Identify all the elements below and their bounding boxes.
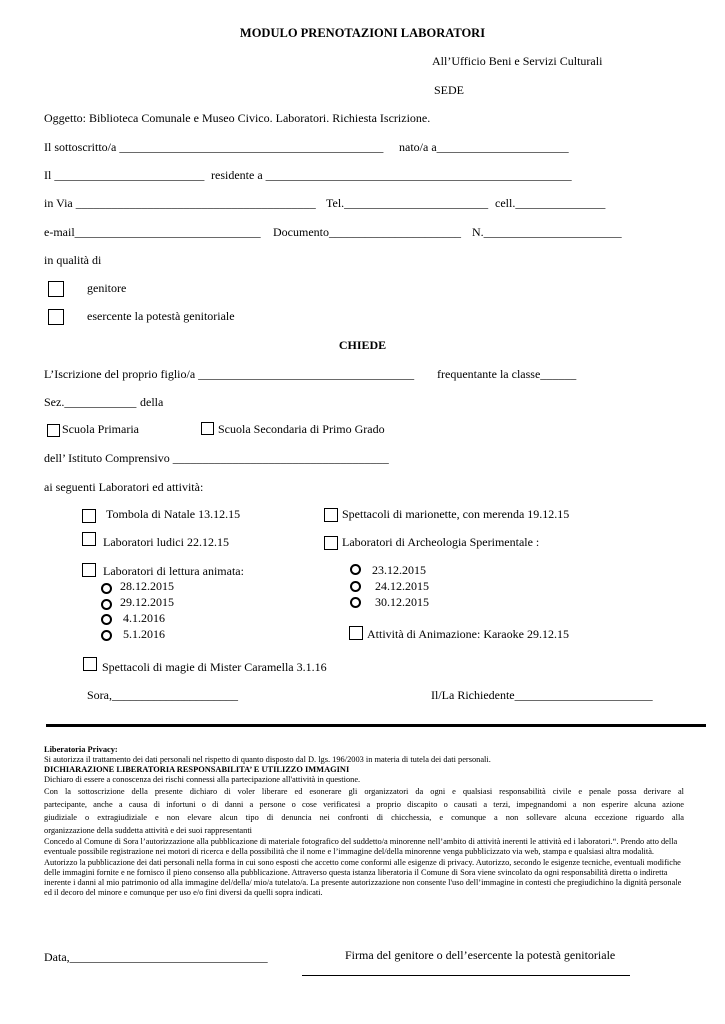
ludici-checkbox[interactable] xyxy=(82,532,96,546)
birthplace-field[interactable]: nato/a a______________________ xyxy=(399,140,569,154)
place-field[interactable]: Sora,_____________________ xyxy=(87,688,238,702)
image-authorization: Concedo al Comune di Sora l’autorizzazione alla pubblicazione di materiale fotografico del suddetto/a minorenne nell’ambito di attività inerenti le attività ed i laboratori.“. Prendo atto della eventuale possibile registrazione nei motori di ricerca e della possibilità che il nome e l’immagine del/della minorenne venga pubblicizzato via web, stampa e qualsiasi altra modalità. Autorizzo la pubblicazione dei dati personali nella forma in cui sono esposti che accetto come conformi alle esigenze di privacy. Autorizzo, secondo le esigenze tecniche, eventuali modifiche delle immagini fornite e ne fornisco il pieno consenso alla pubblicazione. Attraverso questa istanza liberatoria il Comune di Sora viene svincolato da ogni responsabilità diretta o indiretta inerente i danni al mio patrimonio od alla immagine del/della/ mio/a tutelato/a. La presente autorizzazione non consente l'uso dell’immagine in contesti che pregiudichino la dignità personale ed il decoro del minore e comunque per uso e/o fini diversi da quelli sopra indicati. xyxy=(44,837,682,897)
lettura-checkbox[interactable] xyxy=(82,563,96,577)
secondary-school-label: Scuola Secondaria di Primo Grado xyxy=(218,422,385,436)
archeologia-checkbox[interactable] xyxy=(324,536,338,550)
genitore-checkbox[interactable] xyxy=(48,281,64,297)
primary-school-label: Scuola Primaria xyxy=(62,422,139,436)
liability-line: partecipante, anche a causa di infortuni o di danni a persone o cose verificatesi a proprio discapito o causati a terzi, impegnandomi a non esperire alcuna azione xyxy=(44,800,684,810)
declaration-heading: DICHIARAZIONE LIBERATORIA RESPONSABILITA’ E UTILIZZO IMMAGINI xyxy=(44,765,350,775)
section-divider xyxy=(46,724,706,727)
phone-field[interactable]: Tel.________________________ xyxy=(326,196,489,210)
request-heading: CHIEDE xyxy=(338,338,387,352)
potesta-label: esercente la potestà genitoriale xyxy=(87,309,235,323)
genitore-label: genitore xyxy=(87,281,127,295)
karaoke-label: Attività di Animazione: Karaoke 29.12.15 xyxy=(367,627,569,641)
activities-intro: ai seguenti Laboratori ed attività: xyxy=(44,480,204,494)
marionette-checkbox[interactable] xyxy=(324,508,338,522)
karaoke-checkbox[interactable] xyxy=(349,626,363,640)
class-field[interactable]: frequentante la classe______ xyxy=(437,367,577,381)
form-title: MODULO PRENOTAZIONI LABORATORI xyxy=(239,26,486,40)
tombola-label: Tombola di Natale 13.12.15 xyxy=(106,507,241,521)
privacy-block xyxy=(44,745,684,898)
residence-field[interactable]: residente a ___________________________________________________ xyxy=(211,168,572,182)
quality-label: in qualità di xyxy=(44,253,102,267)
liability-line: Con la sottoscrizione della presente dichiaro di voler liberare ed esonerare gli organizzatori da ogni e qualsiasi responsabilità civile e penale possa derivare al xyxy=(44,787,684,797)
magie-checkbox[interactable] xyxy=(83,657,97,671)
section-field[interactable]: Sez.____________ xyxy=(44,395,137,409)
parent-signature-line[interactable] xyxy=(302,975,630,976)
lettura-date-radio[interactable] xyxy=(101,583,112,594)
mobile-field[interactable]: cell._______________ xyxy=(495,196,606,210)
liability-line: giudiziale o extragiudiziale e non elevare alcun tipo di denuncia nei confronti di chicchessia, e comunque a non sollevare alcuna eccezione riguardo alla xyxy=(44,813,684,823)
lettura-label: Laboratori di lettura animata: xyxy=(103,564,244,578)
date-field[interactable]: Data,_________________________________ xyxy=(44,950,268,964)
risk-awareness: Dichiaro di essere a conoscenza dei rischi connessi alla partecipazione all'attività in questione. xyxy=(44,775,361,785)
applicant-signature-field[interactable]: Il/La Richiedente_______________________ xyxy=(431,688,653,702)
magie-label: Spettacoli di magie di Mister Caramella 3.1.16 xyxy=(102,660,327,674)
potesta-checkbox[interactable] xyxy=(48,309,64,325)
liability-line: organizzazione della suddetta attività e dei suoi rappresentanti xyxy=(44,826,252,836)
lettura-date-label: 28.12.2015 xyxy=(120,579,174,593)
recipient-location: SEDE xyxy=(434,83,464,97)
document-number-field[interactable]: N._______________________ xyxy=(472,225,622,239)
lettura-date-radio[interactable] xyxy=(101,630,112,641)
section-of-label: della xyxy=(140,395,164,409)
street-field[interactable]: in Via ________________________________________ xyxy=(44,196,316,210)
privacy-heading: Liberatoria Privacy: xyxy=(44,745,118,754)
recipient-office: All’Ufficio Beni e Servizi Culturali xyxy=(432,54,603,68)
email-field[interactable]: e-mail_______________________________ xyxy=(44,225,261,239)
secondary-school-checkbox[interactable] xyxy=(201,422,214,435)
subject-line: Oggetto: Biblioteca Comunale e Museo Civico. Laboratori. Richiesta Iscrizione. xyxy=(44,111,431,125)
lettura-date-label: 29.12.2015 xyxy=(120,595,174,609)
tombola-checkbox[interactable] xyxy=(82,509,96,523)
archeologia-date-radio[interactable] xyxy=(350,597,361,608)
lettura-date-label: 5.1.2016 xyxy=(123,627,165,641)
ludici-label: Laboratori ludici 22.12.15 xyxy=(103,535,229,549)
privacy-consent: Si autorizza il trattamento dei dati personali nel rispetto di quanto disposto dal D. lgs. 196/2003 in materia di tutela dei dati personali. xyxy=(44,755,491,765)
archeologia-date-label: 24.12.2015 xyxy=(375,579,429,593)
child-name-field[interactable]: L’Iscrizione del proprio figlio/a ____________________________________ xyxy=(44,367,415,381)
document-field[interactable]: Documento______________________ xyxy=(273,225,461,239)
marionette-label: Spettacoli di marionette, con merenda 19.12.15 xyxy=(342,507,570,521)
archeologia-date-label: 23.12.2015 xyxy=(372,563,426,577)
archeologia-label: Laboratori di Archeologia Sperimentale : xyxy=(342,535,540,549)
archeologia-date-radio[interactable] xyxy=(350,581,361,592)
applicant-name-field[interactable]: Il sottoscritto/a ____________________________________________ xyxy=(44,140,384,154)
institute-field[interactable]: dell’ Istituto Comprensivo ____________________________________ xyxy=(44,451,389,465)
lettura-date-label: 4.1.2016 xyxy=(123,611,165,625)
archeologia-date-label: 30.12.2015 xyxy=(375,595,429,609)
birthdate-field[interactable]: Il _________________________ xyxy=(44,168,205,182)
archeologia-date-radio[interactable] xyxy=(350,564,361,575)
lettura-date-radio[interactable] xyxy=(101,614,112,625)
parent-signature-label: Firma del genitore o dell’esercente la potestà genitoriale xyxy=(345,948,616,962)
primary-school-checkbox[interactable] xyxy=(47,424,60,437)
lettura-date-radio[interactable] xyxy=(101,599,112,610)
